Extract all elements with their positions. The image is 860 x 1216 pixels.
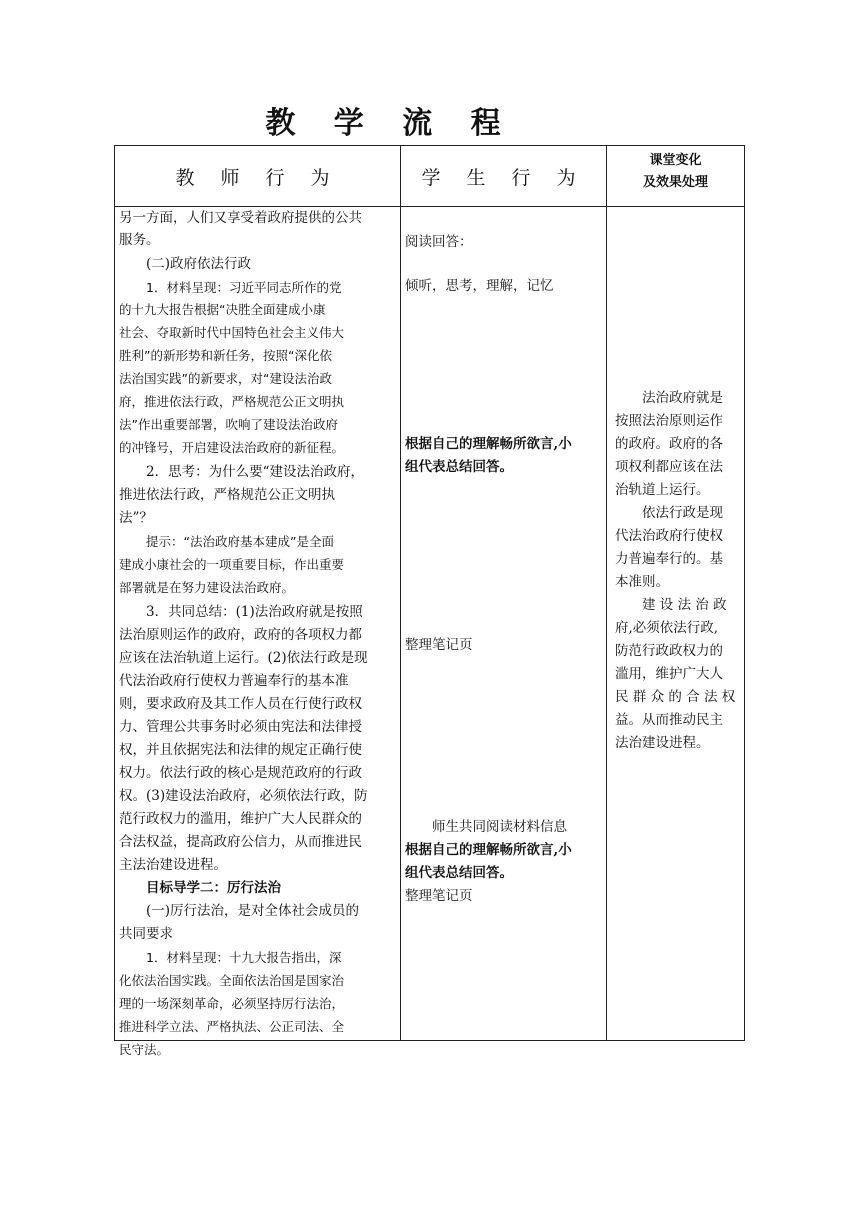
effect-line: 力普遍奉行的。基 [615,551,723,567]
teacher-line: 2．思考：为什么要“建设法治政府， [146,464,364,480]
teacher-line: 权，并且依据宪法和法律的规定正确行使 [119,742,362,758]
teacher-line: 法治原则运作的政府，政府的各项权力都 [119,627,362,643]
teacher-line: 民守法。 [119,1042,170,1057]
student-line: 组代表总结回答。 [405,459,513,475]
teacher-line: 化依法治国实践。全面依法治国是国家治 [119,973,345,988]
effect-line: 依法行政是现 [642,505,723,521]
teacher-behavior-cell [115,207,401,1057]
effect-line: 法治政府就是 [642,390,723,406]
teacher-line: 共同要求 [119,926,173,942]
table-header-row [115,146,745,207]
effect-line: 法治建设进程。 [615,735,710,751]
student-header: 学 生 行 为 [401,146,607,207]
teacher-line: 部署就是在努力建设法治政府。 [119,580,295,595]
teacher-line: 另一方面，人们又享受着政府提供的公共 [119,210,362,226]
student-behavior-cell [401,207,607,1041]
teacher-line: 力、管理公共事务时必须由宪法和法律授 [119,719,362,735]
effect-line: 建 设 法 治 政 [642,597,727,613]
teacher-line: 府，推进依法行政，严格规范公正文明执 [119,394,345,409]
teacher-line: 权。(3)建设法治政府，必须依法行政，防 [119,788,368,804]
student-line: 整理笔记页 [405,888,473,904]
teacher-line: 的十九大报告根据“决胜全面建成小康 [119,302,326,317]
teacher-line: 推进科学立法、严格执法、公正司法、全 [119,1019,345,1034]
effect-line: 的政府。政府的各 [615,436,723,452]
student-line: 倾听，思考，理解，记忆 [405,278,554,294]
effect-line: 防范行政政权力的 [615,643,723,659]
effect-line: 民 群 众 的 合 法 权 [615,689,736,705]
table-body-row [115,207,745,1041]
teacher-line: 主法治建设进程。 [119,857,227,873]
page-title: 教 学 流 程 [265,106,515,141]
teacher-line: 提示：“法治政府基本建成”是全面 [146,534,334,549]
teacher-line: 推进依法行政，严格规范公正文明执 [119,487,335,503]
teacher-line: 社会、夺取新时代中国特色社会主义伟大 [119,325,345,340]
effect-line: 滥用，维护广大人 [615,666,723,682]
teacher-line: 建成小康社会的一项重要目标，作出重要 [119,557,345,572]
teacher-line: 法”？ [119,510,153,526]
student-line: 整理笔记页 [405,637,473,653]
teacher-line: 权力。依法行政的核心是规范政府的行政 [119,765,362,781]
teaching-flow-table [114,145,745,1057]
teacher-line: 范行政权力的滥用，维护广大人民群众的 [119,811,362,827]
effect-header: 课堂变化 及效果处理 [607,146,745,207]
student-line: 根据自己的理解畅所欲言,小 [405,436,572,452]
teacher-line: 1．材料呈现：十九大报告指出，深 [146,950,342,965]
effect-line: 府,必须依法行政, [615,620,719,636]
effect-line: 治轨道上运行。 [615,482,710,498]
teacher-line: 应该在法治轨道上运行。(2)依法行政是现 [119,650,368,666]
teacher-line: 胜利”的新形势和新任务，按照“深化依 [119,348,332,363]
effect-cell [607,207,745,1041]
teacher-line: 法”作出重要部署，吹响了建设法治政府 [119,417,338,432]
teacher-line: (一)厉行法治，是对全体社会成员的 [146,903,360,919]
effect-line: 本准则。 [615,574,669,590]
effect-line: 益。从而推动民主 [615,712,723,728]
student-line: 组代表总结回答。 [405,865,513,881]
teacher-line: 合法权益，提高政府公信力，从而推进民 [119,834,362,850]
teacher-header: 教 师 行 为 [115,146,401,207]
teacher-line: 的冲锋号，开启建设法治政府的新征程。 [119,440,345,455]
student-line: 根据自己的理解畅所欲言,小 [405,842,572,858]
teacher-line: 3．共同总结：(1)法治政府就是按照 [146,604,363,620]
teacher-line: 理的一场深刻革命，必须坚持厉行法治， [119,996,345,1011]
goal-heading: 目标导学二：厉行法治 [146,880,281,896]
student-line: 师生共同阅读材料信息 [432,819,567,835]
teacher-line: 1．材料呈现：习近平同志所作的党 [146,280,342,295]
teacher-line: (二)政府依法行政 [146,256,252,272]
teacher-line: 则，要求政府及其工作人员在行使行政权 [119,696,362,712]
teacher-line: 法治国实践”的新要求，对“建设法治政 [119,371,332,386]
teacher-line: 服务。 [119,232,160,248]
teacher-line: 代法治政府行使权力普遍奉行的基本准 [119,673,349,689]
effect-line: 按照法治原则运作 [615,413,723,429]
effect-line: 项权利都应该在法 [615,459,723,475]
student-line: 阅读回答： [405,234,473,250]
effect-line: 代法治政府行使权 [615,528,723,544]
